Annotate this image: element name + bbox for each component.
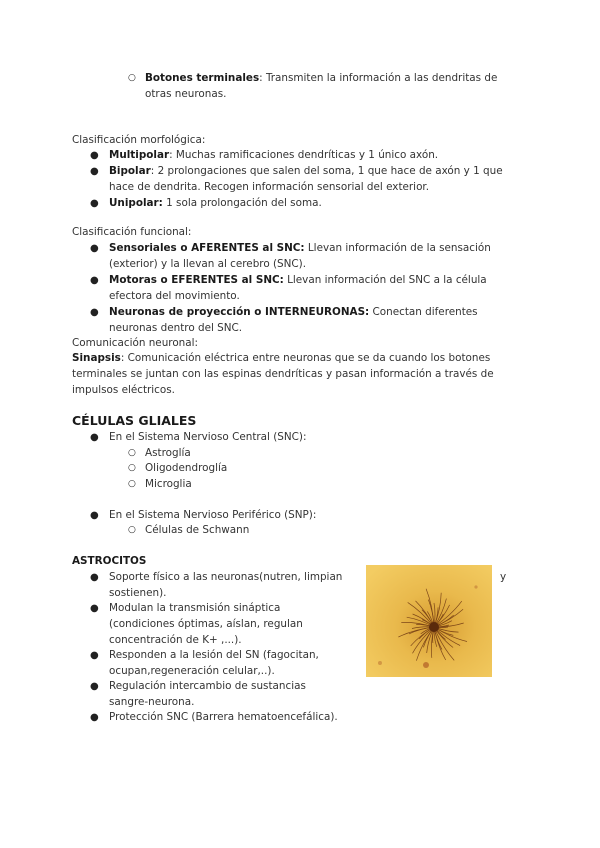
list-item: Regulación intercambio de sustancias bbox=[109, 680, 306, 692]
list-item bbox=[109, 148, 438, 164]
disc-bullet-icon: ● bbox=[90, 150, 99, 161]
item-text: Llevan información del SNC a la célula bbox=[283, 274, 487, 286]
item-text: otras neuronas. bbox=[145, 88, 227, 100]
list-item: En el Sistema Nervioso Central (SNC): bbox=[109, 431, 307, 443]
item-text: Llevan información de la sensación bbox=[304, 242, 491, 254]
list-item: Microglia bbox=[145, 478, 192, 490]
disc-bullet-icon: ● bbox=[90, 712, 99, 723]
term: Sinapsis bbox=[72, 352, 121, 364]
list-item: Oligodendroglía bbox=[145, 462, 228, 474]
disc-bullet-icon: ● bbox=[90, 681, 99, 692]
paragraph-line: impulsos eléctricos. bbox=[72, 384, 175, 396]
item-text: sangre-neurona. bbox=[109, 696, 195, 708]
list-item bbox=[109, 305, 478, 321]
circle-bullet-icon: ○ bbox=[128, 525, 136, 535]
section-title: Clasificación funcional: bbox=[72, 226, 192, 238]
disc-bullet-icon: ● bbox=[90, 243, 99, 254]
disc-bullet-icon: ● bbox=[90, 166, 99, 177]
list-item: Soporte físico a las neuronas(nutren, limpian bbox=[109, 571, 343, 583]
term: Multipolar bbox=[109, 149, 170, 161]
item-text: Conectan diferentes bbox=[369, 306, 478, 318]
item-text: 1 sola prolongación del soma. bbox=[162, 197, 322, 209]
item-text: y bbox=[500, 571, 507, 583]
stain-spot bbox=[378, 661, 382, 665]
list-item: Responden a la lesión del SN (fagocitan, bbox=[109, 649, 319, 661]
item-text: efectora del movimiento. bbox=[109, 290, 240, 302]
disc-bullet-icon: ● bbox=[90, 307, 99, 318]
section-heading: CÉLULAS GLIALES bbox=[72, 413, 197, 428]
disc-bullet-icon: ● bbox=[90, 650, 99, 661]
disc-bullet-icon: ● bbox=[90, 603, 99, 614]
stain-spot bbox=[474, 585, 477, 588]
item-text: : Transmiten la información a las dendritas de bbox=[259, 72, 498, 84]
circle-bullet-icon: ○ bbox=[128, 448, 136, 458]
item-text: (exterior) y la llevan al cerebro (SNC). bbox=[109, 258, 307, 270]
list-item: Modulan la transmisión sináptica bbox=[109, 602, 281, 614]
paragraph-line bbox=[72, 351, 490, 367]
stain-spot bbox=[423, 662, 429, 668]
paragraph-line: terminales se juntan con las espinas dendríticas y pasan información a través de bbox=[72, 368, 494, 380]
item-text: : Muchas ramificaciones dendríticas y 1 único axón. bbox=[169, 149, 439, 161]
astrocyte-soma bbox=[429, 622, 439, 632]
disc-bullet-icon: ● bbox=[90, 198, 99, 209]
disc-bullet-icon: ● bbox=[90, 275, 99, 286]
subsection-heading: ASTROCITOS bbox=[72, 555, 147, 567]
list-item bbox=[109, 241, 491, 257]
list-item bbox=[145, 71, 497, 87]
list-item bbox=[109, 273, 487, 289]
list-item: En el Sistema Nervioso Periférico (SNP): bbox=[109, 509, 317, 521]
list-item bbox=[109, 164, 503, 180]
item-text: concentración de K+ ,...). bbox=[109, 634, 242, 646]
list-item: Protección SNC (Barrera hematoencefálica). bbox=[109, 711, 338, 723]
item-text: : Comunicación eléctrica entre neuronas que se da cuando los botones bbox=[120, 352, 491, 364]
list-item: Células de Schwann bbox=[145, 524, 250, 536]
item-text: neuronas dentro del SNC. bbox=[109, 322, 243, 334]
term: Motoras o EFERENTES al SNC: bbox=[109, 274, 284, 286]
disc-bullet-icon: ● bbox=[90, 572, 99, 583]
circle-bullet-icon: ○ bbox=[128, 73, 136, 83]
circle-bullet-icon: ○ bbox=[128, 463, 136, 473]
term: Sensoriales o AFERENTES al SNC: bbox=[109, 242, 305, 254]
term: Bipolar bbox=[109, 165, 151, 177]
list-item: Astroglía bbox=[145, 447, 191, 459]
circle-bullet-icon: ○ bbox=[128, 479, 136, 489]
astrocyte-illustration bbox=[366, 565, 492, 677]
item-text: ocupan,regeneración celular,..). bbox=[109, 665, 275, 677]
term: Botones terminales bbox=[145, 72, 260, 84]
item-text: sostienen). bbox=[109, 587, 167, 599]
term: Unipolar: bbox=[109, 197, 163, 209]
item-text: hace de dendrita. Recogen información sensorial del exterior. bbox=[109, 181, 430, 193]
section-title: Comunicación neuronal: bbox=[72, 337, 199, 349]
disc-bullet-icon: ● bbox=[90, 510, 99, 521]
list-item bbox=[109, 196, 322, 212]
item-text: : 2 prolongaciones que salen del soma, 1 que hace de axón y 1 que bbox=[150, 165, 503, 177]
disc-bullet-icon: ● bbox=[90, 432, 99, 443]
term: Neuronas de proyección o INTERNEURONAS: bbox=[109, 306, 370, 318]
astrocyte-image bbox=[366, 565, 492, 677]
section-title: Clasificación morfológica: bbox=[72, 134, 206, 146]
item-text: (condiciones óptimas, aíslan, regulan bbox=[109, 618, 303, 630]
